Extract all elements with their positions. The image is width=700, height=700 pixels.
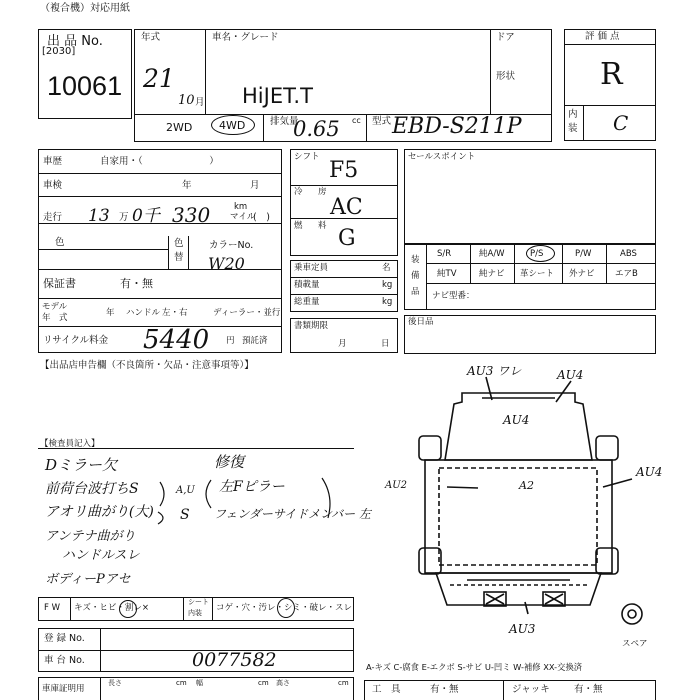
displacement-value: 0.65: [293, 117, 340, 141]
shift-label: シフト: [294, 152, 320, 162]
aircon-label-2: 房: [318, 187, 327, 197]
tools-table: [364, 680, 656, 700]
car-name-label: 車名・グレード: [212, 32, 279, 43]
month-unit: 月: [195, 97, 205, 108]
rating-label: 評 価 点: [585, 31, 620, 42]
warranty-label: 保証書: [43, 277, 76, 290]
checklist-item-2: コゲ・穴・汚レ・シミ・破レ・スレ: [216, 603, 353, 613]
inspector-label: 【検査員記入】: [40, 439, 100, 449]
listing-number: 10061: [47, 71, 123, 101]
checklist-seat-1: シート: [188, 598, 209, 606]
checklist-item-1: キズ・ヒビ・割レ×: [74, 603, 149, 613]
equip-ps: P/S: [530, 249, 544, 259]
history-value: 自家用・（ ）: [100, 156, 219, 167]
interior-label-2: 装: [568, 123, 578, 134]
garage-cm-3: cm: [338, 679, 349, 687]
month-value: 10: [178, 93, 195, 108]
mileage-paren: ( ): [253, 212, 270, 223]
tools-options: 有・無: [430, 684, 459, 695]
gross-unit: kg: [382, 297, 393, 307]
model-year-unit: 年: [106, 308, 115, 318]
color-change-2: 替: [174, 252, 184, 263]
handle-label: ハンドル: [126, 308, 161, 318]
fuel-label-1: 燃: [294, 221, 303, 231]
tools-label: 工 具: [372, 684, 401, 695]
handle-options: 左・右: [162, 308, 188, 318]
equip-tv: 純TV: [437, 269, 457, 279]
damage-legend: A-キズ C-腐食 E-エクボ S-サビ U-凹ミ W-補修 XX-交換済: [366, 662, 583, 672]
diagram-note-4: AU2: [385, 480, 408, 491]
mileage-unit-km: km: [234, 202, 248, 212]
color-no-label: カラーNo.: [209, 240, 254, 251]
equipment-side-2: 備: [411, 271, 420, 281]
displacement-label: 排気量: [270, 116, 299, 127]
color-no-value: W20: [208, 254, 245, 273]
drive-2wd: 2WD: [166, 121, 193, 134]
interior-label-1: 内: [568, 109, 578, 120]
inspection-label: 車検: [43, 180, 63, 191]
sales-point-label: セールスポイント: [408, 152, 476, 162]
recycle-label: リサイクル料金: [43, 335, 109, 346]
chassis-value: 0077582: [192, 649, 277, 671]
documents-month: 月: [338, 339, 347, 349]
note-left-5: ハンドルスレ: [62, 548, 140, 563]
equip-navi: 純ナビ: [479, 269, 505, 279]
model-label: 型式: [372, 116, 392, 127]
note-right-2: 左Fピラー: [219, 479, 285, 495]
bracket-note: A,U: [176, 485, 195, 496]
recycle-status: 預託済: [242, 336, 268, 346]
equip-airbag: エアB: [615, 269, 638, 279]
s-note: S: [180, 507, 190, 523]
inspection-month: 月: [250, 180, 260, 191]
diagram-note-6: AU4: [636, 465, 663, 479]
year-value: 21: [143, 64, 175, 93]
equipment-side-1: 装: [411, 255, 420, 265]
model-year-label-1: モデル: [42, 302, 68, 312]
rating-score: R: [600, 57, 623, 92]
reg-no-label: 登 録 No.: [44, 633, 85, 644]
listing-label: 出 品 No.: [47, 34, 103, 49]
jack-options: 有・無: [574, 684, 603, 695]
gross-label: 総重量: [294, 297, 320, 307]
mileage-label: 走行: [43, 212, 63, 223]
color-label: 色: [55, 237, 65, 248]
aircon-label-1: 冷: [294, 187, 303, 197]
note-left-2: 前荷台波打ちS: [45, 481, 139, 497]
mileage-unit-mile: マイル: [230, 212, 256, 222]
chassis-label: 車 台 No.: [44, 655, 85, 666]
diagram-note-5: A2: [519, 479, 534, 492]
mileage-man: 万: [119, 212, 129, 223]
diagram-note-1: AU3 ワレ: [467, 364, 522, 378]
equip-abs: ABS: [620, 249, 637, 259]
garage-cm-1: cm: [176, 679, 187, 687]
car-name-value: HiJET.T: [242, 84, 313, 108]
warranty-options: 有・無: [120, 277, 153, 290]
load-label: 積載量: [294, 280, 320, 290]
aircon-value: AC: [330, 195, 363, 220]
color-change-1: 色: [174, 238, 184, 249]
diagram-note-7: AU3: [509, 622, 536, 636]
passengers-label: 乗車定員: [294, 263, 329, 273]
note-left-3: アオリ曲がり(大): [45, 504, 154, 520]
equip-pw: P/W: [575, 249, 592, 259]
mileage-value-2: 0千: [132, 206, 160, 226]
mileage-value-1: 13: [88, 206, 110, 226]
passengers-unit: 名: [382, 263, 391, 273]
shape-label: 形状: [496, 71, 516, 82]
note-right-3: フェンダーサイドメンバー 左: [214, 507, 371, 521]
drive-4wd: 4WD: [219, 119, 246, 132]
dealer-options: ディーラー・並行: [213, 308, 281, 318]
declaration-label: 【出品店申告欄（不良箇所・欠品・注意事項等）】: [40, 360, 254, 371]
garage-width: 幅: [196, 679, 203, 687]
year-label: 年式: [141, 32, 161, 43]
recycle-value: 5440: [143, 325, 210, 355]
checklist-seat-2: 内装: [188, 609, 202, 617]
equip-ext-navi: 外ナビ: [569, 269, 595, 279]
listing-bracket-number: [2030]: [42, 46, 76, 57]
recycle-unit: 円: [226, 336, 235, 346]
garage-label: 車庫証明用: [42, 684, 85, 694]
displacement-unit: cc: [352, 116, 361, 125]
door-label: ドア: [496, 32, 515, 43]
garage-length: 長さ: [108, 679, 122, 687]
equip-sr: S/R: [437, 249, 452, 259]
mileage-value-3: 330: [172, 203, 211, 227]
documents-label: 書類期限: [294, 321, 329, 331]
equip-leather: 革シート: [520, 269, 555, 279]
top-note: （複合機）対応用紙: [40, 3, 130, 14]
equipment-side-3: 品: [411, 287, 420, 297]
note-right-1: 修復: [214, 453, 245, 471]
load-unit: kg: [382, 280, 393, 290]
spare-label: スペア: [622, 639, 648, 649]
diagram-note-3: AU4: [503, 413, 530, 427]
model-year-label-2: 年 式: [42, 313, 68, 323]
retrofit-label: 後日品: [408, 317, 434, 327]
history-label: 車歴: [43, 156, 63, 167]
navi-model-label: ナビ型番：: [432, 291, 475, 301]
garage-height: 高さ: [276, 679, 290, 687]
model-value: EBD-S211P: [392, 114, 522, 139]
note-left-4: アンテナ曲がり: [45, 529, 136, 544]
jack-label: ジャッキ: [512, 684, 550, 695]
diagram-note-2: AU4: [557, 368, 584, 382]
fuel-label-2: 料: [318, 221, 327, 231]
garage-cm-2: cm: [258, 679, 269, 687]
note-left-6: ボディーPアセ: [45, 572, 131, 587]
documents-day: 日: [381, 339, 390, 349]
fuel-value: G: [338, 226, 356, 251]
equip-aw: 純A/W: [479, 249, 505, 259]
interior-value: C: [613, 111, 629, 135]
note-left-1: Dミラー欠: [45, 456, 118, 474]
shift-value: F5: [329, 158, 359, 183]
inspection-year: 年: [182, 180, 192, 191]
checklist-fw: F W: [44, 603, 60, 613]
